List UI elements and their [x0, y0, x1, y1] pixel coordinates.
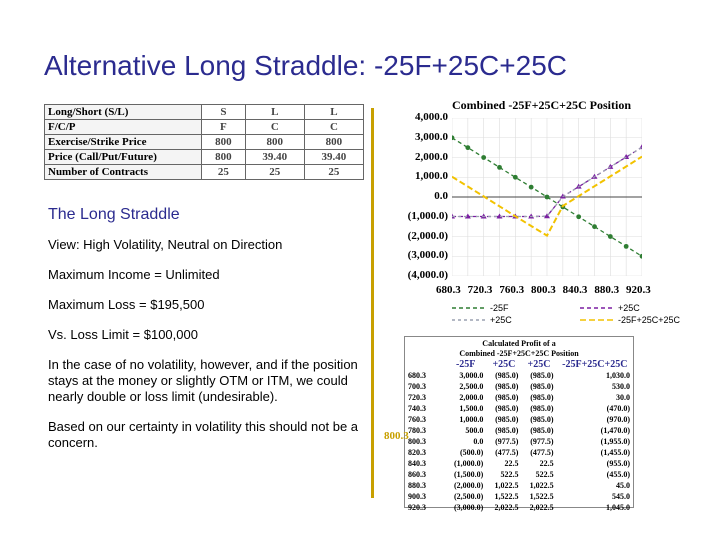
point-marker — [529, 185, 534, 190]
profit-cell: 522.5 — [535, 470, 554, 479]
profit-cell: 1,030.0 — [606, 371, 630, 380]
y-tick-label: 0.0 — [434, 190, 448, 202]
position-value: 800 — [202, 150, 246, 165]
position-row — [45, 165, 364, 180]
left-text-panel — [48, 207, 366, 465]
y-tick-label: 1,000.0 — [415, 170, 448, 183]
price-cell: 860.3 — [408, 470, 426, 479]
profit-cell: 2,500.0 — [459, 382, 484, 391]
profit-cell: (455.0) — [606, 470, 630, 479]
legend-item — [452, 315, 512, 325]
legend-label: +25C — [618, 303, 640, 313]
table-row — [405, 436, 633, 447]
profit-cell: (985.0) — [495, 404, 519, 413]
position-value: F — [202, 120, 246, 135]
price-cell: 700.3 — [408, 382, 426, 391]
profit-cell: (985.0) — [530, 371, 554, 380]
profit-cell: (2,000.0) — [454, 481, 484, 490]
profit-cell: (985.0) — [530, 393, 554, 402]
profit-cell: (977.5) — [495, 437, 519, 446]
profit-cell: (985.0) — [495, 382, 519, 391]
profit-table-title — [405, 339, 633, 359]
profit-cell: (1,470.0) — [600, 426, 630, 435]
table-row — [405, 491, 633, 502]
profit-cell: (985.0) — [530, 426, 554, 435]
loss-limit-text: Vs. Loss Limit = $100,000 — [48, 327, 198, 342]
profit-cell: (3,000.0) — [454, 503, 484, 512]
point-marker — [624, 244, 629, 249]
profit-cell: 2,000.0 — [459, 393, 484, 402]
legend-swatch — [580, 304, 614, 312]
table-row — [405, 392, 633, 403]
profit-cell: (1,500.0) — [454, 470, 484, 479]
position-value: 800 — [245, 135, 304, 150]
position-table — [44, 104, 364, 180]
position-value: L — [304, 105, 363, 120]
position-value: 25 — [202, 165, 246, 180]
profit-cell: (477.5) — [530, 448, 554, 457]
payoff-chart — [452, 118, 642, 276]
profit-cell: (955.0) — [606, 459, 630, 468]
position-value: 25 — [245, 165, 304, 180]
profit-cell: (477.5) — [495, 448, 519, 457]
profit-cell: (985.0) — [495, 415, 519, 424]
y-tick-label: 4,000.0 — [415, 111, 448, 123]
conclusion-text: Based on our certainty in volatility this should not be a concern. — [48, 419, 359, 450]
price-cell: 800.3 — [408, 437, 426, 446]
strike-price-marker: 800.3 — [384, 430, 409, 442]
position-row — [45, 135, 364, 150]
profit-cell: 2,022.5 — [529, 503, 554, 512]
x-tick-label: 800.3 — [531, 284, 556, 296]
position-label: Number of Contracts — [45, 165, 202, 180]
slide-title: Alternative Long Straddle: -25F+25C+25C — [44, 50, 567, 81]
profit-cell: 30.0 — [616, 393, 630, 402]
chart-title: Combined -25F+25C+25C Position — [452, 98, 632, 112]
max-income-text: Maximum Income = Unlimited — [48, 267, 220, 282]
profit-cell: 500.0 — [465, 426, 484, 435]
point-marker — [513, 175, 518, 180]
position-label: Exercise/Strike Price — [45, 135, 202, 150]
profit-cell: (985.0) — [495, 426, 519, 435]
position-label: Price (Call/Put/Future) — [45, 150, 202, 165]
profit-cell: (985.0) — [530, 382, 554, 391]
table-row — [405, 502, 633, 513]
point-marker — [465, 145, 470, 150]
profit-cell: 45.0 — [616, 481, 630, 490]
profit-cell: (970.0) — [606, 415, 630, 424]
profit-cell: 1,522.5 — [529, 492, 554, 501]
price-cell: 780.3 — [408, 426, 426, 435]
y-tick-label: 2,000.0 — [415, 150, 448, 163]
position-value: C — [245, 120, 304, 135]
point-marker — [640, 254, 642, 259]
price-cell: 840.3 — [408, 459, 426, 468]
profit-cell: 2,022.5 — [494, 503, 519, 512]
table-row — [405, 381, 633, 392]
profit-column-header: +25C — [492, 359, 516, 370]
legend-item — [580, 303, 640, 313]
x-tick-label: 760.3 — [499, 284, 525, 296]
profit-title-line2: Combined -25F+25C+25C Position — [459, 349, 579, 358]
table-row — [405, 403, 633, 414]
profit-column-header: -25F — [455, 359, 476, 370]
profit-cell: 1,022.5 — [494, 481, 519, 490]
table-row — [405, 447, 633, 458]
price-cell: 880.3 — [408, 481, 426, 490]
x-tick-label: 680.3 — [436, 284, 461, 296]
price-cell: 900.3 — [408, 492, 426, 501]
divider-bar — [371, 108, 374, 498]
profit-cell: (985.0) — [530, 404, 554, 413]
x-tick-label: 840.3 — [562, 284, 588, 296]
profit-cell: (1,455.0) — [600, 448, 630, 457]
x-tick-label: 920.3 — [626, 284, 651, 296]
point-marker — [545, 195, 550, 200]
y-tick-label: (4,000.0) — [407, 269, 448, 281]
point-marker — [497, 165, 502, 170]
profit-title-line1: Calculated Profit of a — [482, 339, 556, 348]
position-value: 39.40 — [245, 150, 304, 165]
y-tick-label: (3,000.0) — [407, 249, 448, 262]
x-tick-label: 880.3 — [594, 284, 620, 296]
legend-swatch — [452, 304, 486, 312]
profit-cell: 522.5 — [500, 470, 519, 479]
point-marker — [592, 224, 597, 229]
position-value: 39.40 — [304, 150, 363, 165]
legend-label: -25F — [490, 303, 509, 313]
table-row — [405, 370, 633, 381]
price-cell: 740.3 — [408, 404, 426, 413]
point-marker — [481, 155, 486, 160]
profit-cell: (1,000.0) — [454, 459, 484, 468]
price-cell: 820.3 — [408, 448, 426, 457]
profit-cell: 1,500.0 — [459, 404, 484, 413]
profit-cell: (977.5) — [530, 437, 554, 446]
position-value: L — [245, 105, 304, 120]
legend-item — [580, 315, 680, 325]
position-label: F/C/P — [45, 120, 202, 135]
profit-column-header — [405, 359, 445, 370]
profit-cell: 0.0 — [473, 437, 484, 446]
position-value: 800 — [202, 135, 246, 150]
profit-column-header: +25C — [527, 359, 551, 370]
position-value: 25 — [304, 165, 363, 180]
profit-cell: 545.0 — [612, 492, 630, 501]
profit-cell: 530.0 — [612, 382, 630, 391]
legend-swatch — [580, 316, 614, 324]
profit-table — [405, 359, 633, 513]
profit-cell: (1,955.0) — [600, 437, 630, 446]
profit-cell: 1,522.5 — [494, 492, 519, 501]
table-row — [405, 480, 633, 491]
profit-cell: 1,000.0 — [459, 415, 484, 424]
point-marker — [576, 214, 581, 219]
table-row — [405, 469, 633, 480]
price-cell: 760.3 — [408, 415, 426, 424]
position-row — [45, 105, 364, 120]
profit-cell: 22.5 — [504, 459, 519, 468]
profit-cell: (985.0) — [495, 371, 519, 380]
price-cell: 720.3 — [408, 393, 426, 402]
view-text: View: High Volatility, Neutral on Direction — [48, 237, 283, 252]
profit-cell: (985.0) — [495, 393, 519, 402]
position-value: C — [304, 120, 363, 135]
position-label: Long/Short (S/L) — [45, 105, 202, 120]
legend-item — [452, 303, 509, 313]
profit-cell: (470.0) — [606, 404, 630, 413]
position-row — [45, 120, 364, 135]
profit-cell: 1,045.0 — [606, 503, 630, 512]
y-tick-label: (1,000.0) — [407, 209, 448, 222]
y-tick-label: 3,000.0 — [415, 130, 448, 143]
straddle-subtitle: The Long Straddle — [48, 206, 180, 223]
profit-cell: 1,022.5 — [529, 481, 554, 490]
y-tick-label: (2,000.0) — [407, 229, 448, 242]
legend-label: +25C — [490, 315, 512, 325]
profit-cell: (500.0) — [460, 448, 484, 457]
position-value: S — [202, 105, 246, 120]
volatility-note: In the case of no volatility, however, and if the position stays at the money or slightly OTM or ITM, we could nearly double or loss limit (undesirable). — [48, 357, 358, 404]
table-row — [405, 458, 633, 469]
profit-cell: 22.5 — [539, 459, 554, 468]
legend-swatch — [452, 316, 486, 324]
legend-label: -25F+25C+25C — [618, 315, 681, 325]
position-row — [45, 150, 364, 165]
profit-cell: (985.0) — [530, 415, 554, 424]
profit-cell: 3,000.0 — [459, 371, 484, 380]
profit-column-header: -25F+25C+25C — [562, 359, 628, 370]
profit-cell: (2,500.0) — [454, 492, 484, 501]
table-row — [405, 414, 633, 425]
point-marker — [608, 234, 613, 239]
price-cell: 680.3 — [408, 371, 426, 380]
position-value: 800 — [304, 135, 363, 150]
table-row — [405, 425, 633, 436]
max-loss-text: Maximum Loss = $195,500 — [48, 297, 205, 312]
price-cell: 920.3 — [408, 503, 426, 512]
profit-table-box — [404, 336, 634, 512]
x-tick-label: 720.3 — [467, 284, 493, 296]
